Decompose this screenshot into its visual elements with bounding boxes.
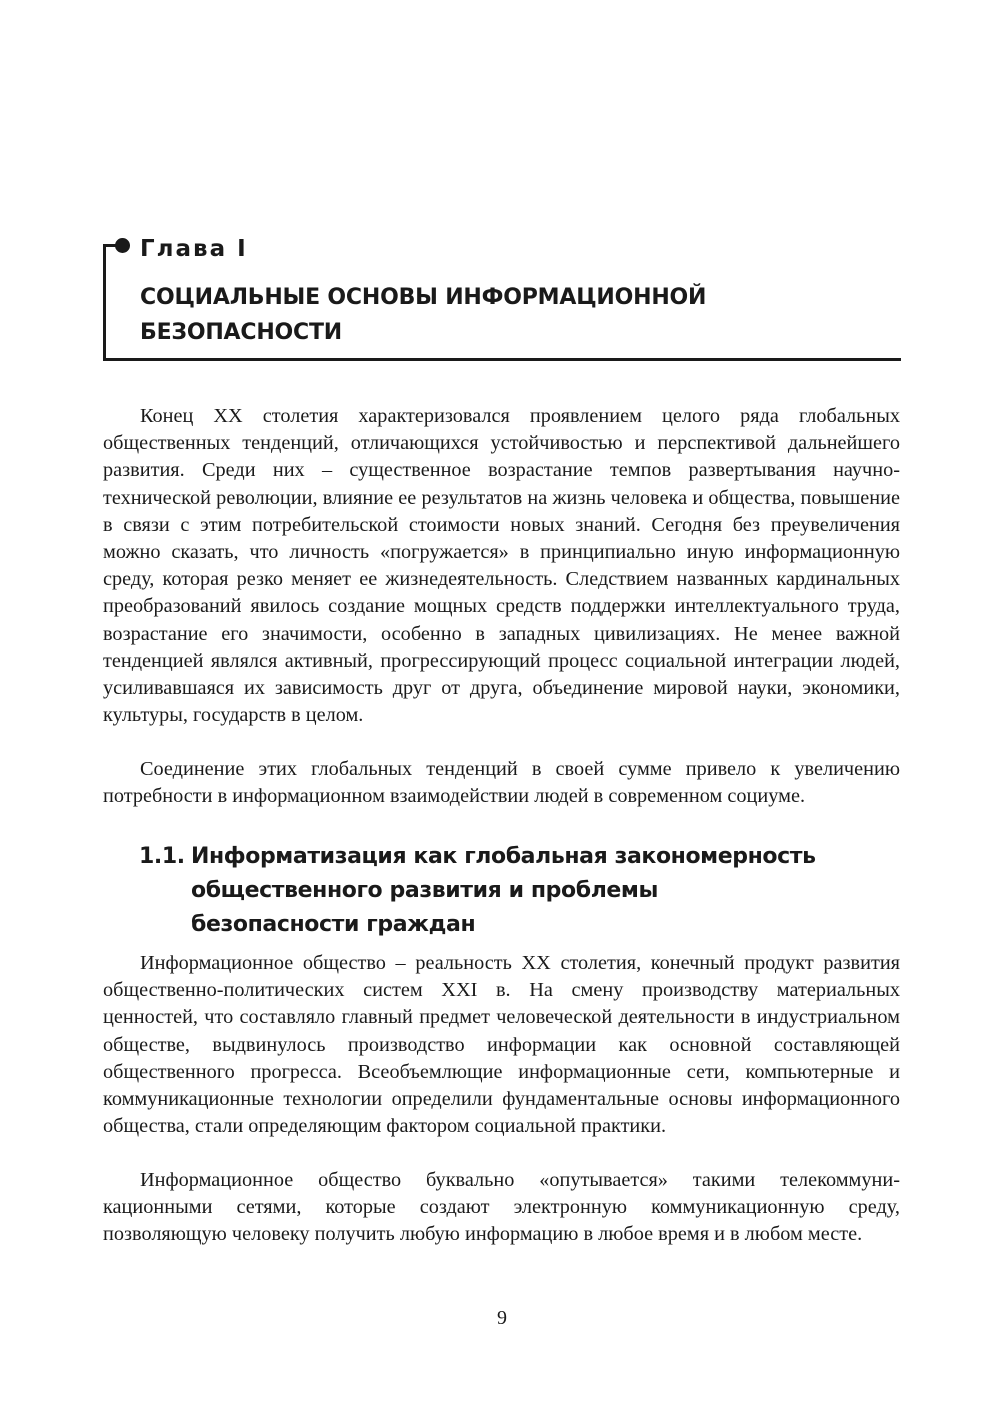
bullet-dot-icon — [115, 238, 130, 253]
section-heading — [139, 840, 899, 942]
intro-paragraph: Соединение этих глобальных тенденций в своей сумме привело к увеличению потребности в информационном взаимодействии людей в современном социуме. — [103, 758, 900, 808]
chapter-frame-bottom-rule — [103, 358, 901, 361]
chapter-label: Глава I — [140, 236, 248, 262]
chapter-title-line: БЕЗОПАСНОСТИ — [140, 320, 342, 345]
section-title-line: безопасности граждан — [191, 912, 476, 937]
section-number: 1.1. — [139, 844, 185, 869]
section-paragraph: Информационное общество – реальность XX столетия, конечный продукт развития общественно-политических систем XXI в. На смену производству материальных ценностей, что составляло главный предмет человеческой деятельности в индустриальном обществе, выдвинулось производство информации как основной составляющей общественного прогресса. Всеобъемлющие информационные сети, компьютерные и коммуникационные технологии определили фундаментальные основы информационного общества, стали определяющим фактором социальной практики. — [103, 952, 900, 1138]
chapter-header — [103, 236, 901, 361]
chapter-title-line: СОЦИАЛЬНЫЕ ОСНОВЫ ИНФОРМАЦИОННОЙ — [140, 285, 707, 310]
page-number: 9 — [497, 1307, 507, 1329]
section-title-line: общественного развития и проблемы — [191, 878, 659, 903]
intro-paragraph: Конец XX столетия характеризовался проявлением целого ряда глобальных общественных тенденций, отличающихся устойчивостью и перспективой дальнейшего развития. Среди них – существенное возрастание темпов развертывания научно-технической революции, влияние ее результатов на жизнь человека и общества, повышение в связи с этим потребительской стоимости новых знаний. Сегодня без преувеличения можно сказать, что личность «погружается» в принципиально иную информационную среду, которая резко меняет ее жизнедеятельность. Следствием названных кардинальных преобразований явилось создание мощных средств поддержки интеллектуального труда, возрастание его значимости, особенно в западных цивилизациях. Не менее важной тенденцией являлся активный, прогрессирующий процесс социальной интеграции людей, усиливавшаяся их зависимость друг от друга, объединение мировой науки, экономики, культуры, государств в целом. — [103, 405, 900, 727]
chapter-frame-left-rule — [103, 244, 106, 361]
section-paragraph: Информационное общество буквально «опутывается» такими телекоммуникационными сетями, которые создают электронную коммуникационную среду, позволяющую человеку получить любую информацию в любое время и в любом месте. — [103, 1169, 900, 1246]
chapter-title — [140, 280, 880, 350]
section-title-line: Информатизация как глобальная закономерность — [191, 844, 816, 869]
